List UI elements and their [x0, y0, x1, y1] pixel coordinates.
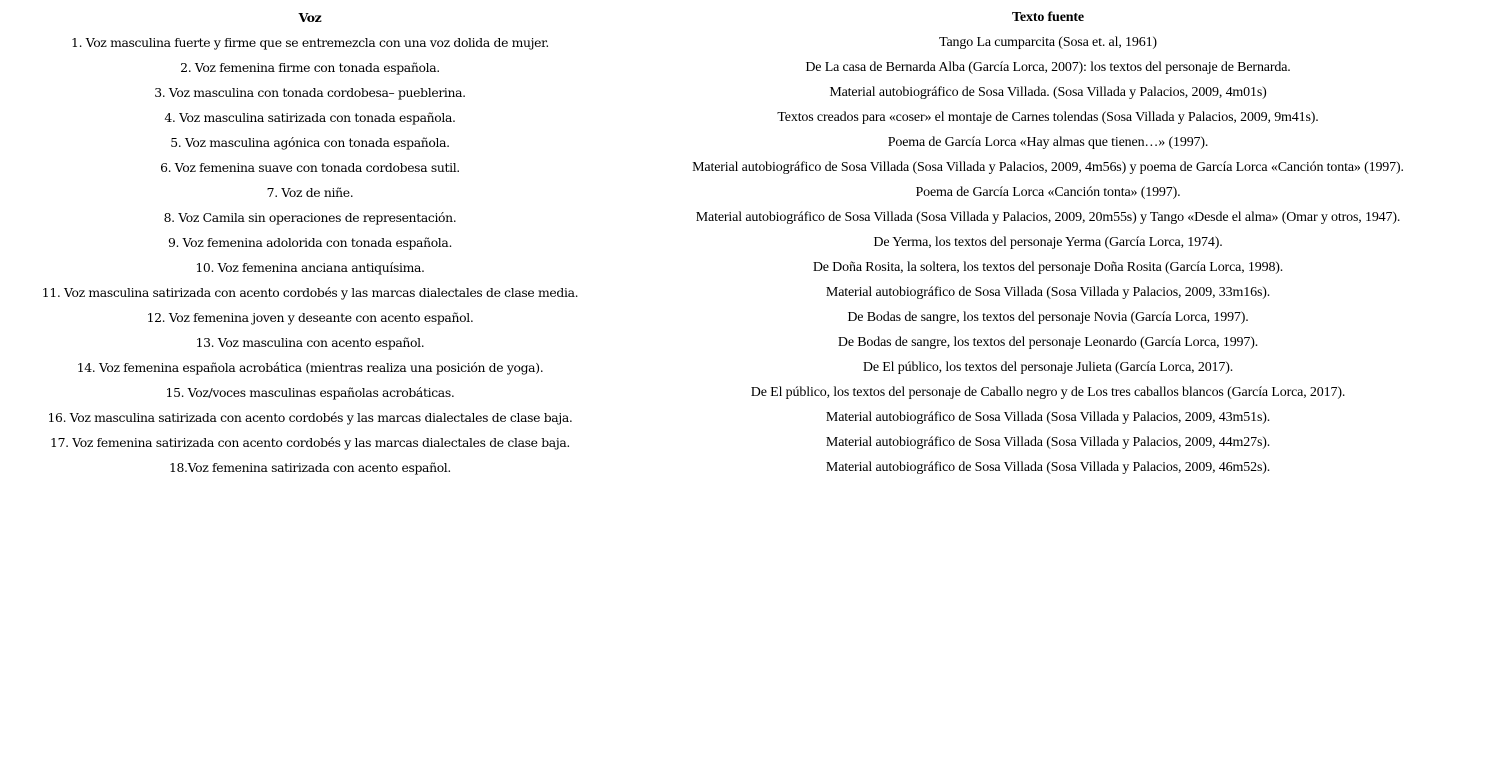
- source-text-cell: Material autobiográfico de Sosa Villada (Sosa Villada y Palacios, 2009, 4m56s) y poema de García Lorca «Canción tonta» (1997).: [692, 160, 1404, 175]
- voice-cell: 8. Voz Camila sin operaciones de representación.: [163, 210, 457, 225]
- table-row: [0, 180, 1487, 205]
- table-row: [0, 155, 1487, 180]
- table-row: [0, 355, 1487, 380]
- table-header-row: [0, 5, 1487, 30]
- table-row: [0, 405, 1487, 430]
- table-row: [0, 30, 1487, 55]
- table-row: [0, 130, 1487, 155]
- source-text-cell: De El público, los textos del personaje Julieta (García Lorca, 2017).: [862, 360, 1234, 375]
- source-text-cell: Material autobiográfico de Sosa Villada (Sosa Villada y Palacios, 2009, 46m52s).: [825, 460, 1271, 475]
- source-text-cell: Poema de García Lorca «Hay almas que tienen…» (1997).: [887, 135, 1209, 150]
- header-texto-fuente: Texto fuente: [1012, 10, 1084, 25]
- voice-cell: 11. Voz masculina satirizada con acento cordobés y las marcas dialectales de clase media.: [41, 285, 579, 300]
- table-row: [0, 330, 1487, 355]
- source-text-cell: Material autobiográfico de Sosa Villada (Sosa Villada y Palacios, 2009, 33m16s).: [825, 285, 1271, 300]
- voice-cell: 13. Voz masculina con acento español.: [195, 335, 425, 350]
- voice-cell: 4. Voz masculina satirizada con tonada española.: [164, 110, 456, 125]
- source-text-cell: De Bodas de sangre, los textos del personaje Leonardo (García Lorca, 1997).: [837, 335, 1259, 350]
- table-row: [0, 55, 1487, 80]
- source-text-cell: Material autobiográfico de Sosa Villada (Sosa Villada y Palacios, 2009, 44m27s).: [825, 435, 1271, 450]
- voice-cell: 1. Voz masculina fuerte y firme que se entremezcla con una voz dolida de mujer.: [71, 35, 549, 50]
- voice-cell: 10. Voz femenina anciana antiquísima.: [195, 260, 425, 275]
- voices-table: [0, 5, 1487, 480]
- table-row: [0, 80, 1487, 105]
- voice-cell: 2. Voz femenina firme con tonada española.: [180, 60, 440, 75]
- voice-cell: 6. Voz femenina suave con tonada cordobesa sutil.: [160, 160, 460, 175]
- source-text-cell: Material autobiográfico de Sosa Villada (Sosa Villada y Palacios, 2009, 43m51s).: [825, 410, 1271, 425]
- source-text-cell: Tango La cumparcita (Sosa et. al, 1961): [939, 35, 1157, 50]
- source-text-cell: Poema de García Lorca «Canción tonta» (1997).: [915, 185, 1181, 200]
- voice-cell: 3. Voz masculina con tonada cordobesa– pueblerina.: [154, 85, 466, 100]
- voice-cell: 15. Voz/voces masculinas españolas acrobáticas.: [165, 385, 455, 400]
- source-text-cell: De El público, los textos del personaje de Caballo negro y de Los tres caballos blancos (García Lorca, 2017).: [750, 385, 1346, 400]
- source-text-cell: De La casa de Bernarda Alba (García Lorca, 2007): los textos del personaje de Bernarda.: [805, 60, 1291, 75]
- table-row: [0, 455, 1487, 480]
- source-text-cell: De Bodas de sangre, los textos del personaje Novia (García Lorca, 1997).: [847, 310, 1249, 325]
- voice-cell: 14. Voz femenina española acrobática (mientras realiza una posición de yoga).: [76, 360, 544, 375]
- table-row: [0, 430, 1487, 455]
- table-row: [0, 255, 1487, 280]
- table-row: [0, 380, 1487, 405]
- table-row: [0, 280, 1487, 305]
- source-text-cell: Material autobiográfico de Sosa Villada (Sosa Villada y Palacios, 2009, 20m55s) y Tango «Desde el alma» (Omar y otros, 1947).: [695, 210, 1401, 225]
- voice-cell: 7. Voz de niñe.: [266, 185, 354, 200]
- table-row: [0, 230, 1487, 255]
- source-text-cell: De Doña Rosita, la soltera, los textos del personaje Doña Rosita (García Lorca, 1998).: [812, 260, 1284, 275]
- source-text-cell: Material autobiográfico de Sosa Villada. (Sosa Villada y Palacios, 2009, 4m01s): [829, 85, 1267, 100]
- table-row: [0, 105, 1487, 130]
- table-row: [0, 305, 1487, 330]
- voice-cell: 12. Voz femenina joven y deseante con acento español.: [146, 310, 474, 325]
- source-text-cell: Textos creados para «coser» el montaje de Carnes tolendas (Sosa Villada y Palacios, 2009, 9m41s).: [777, 110, 1319, 125]
- header-voz: Voz: [298, 10, 322, 25]
- voice-cell: 18.Voz femenina satirizada con acento español.: [168, 460, 452, 475]
- voice-cell: 5. Voz masculina agónica con tonada española.: [170, 135, 450, 150]
- voice-cell: 17. Voz femenina satirizada con acento cordobés y las marcas dialectales de clase baja.: [50, 435, 570, 450]
- voice-cell: 9. Voz femenina adolorida con tonada española.: [167, 235, 453, 250]
- voice-cell: 16. Voz masculina satirizada con acento cordobés y las marcas dialectales de clase baja.: [47, 410, 573, 425]
- table-row: [0, 205, 1487, 230]
- source-text-cell: De Yerma, los textos del personaje Yerma (García Lorca, 1974).: [873, 235, 1223, 250]
